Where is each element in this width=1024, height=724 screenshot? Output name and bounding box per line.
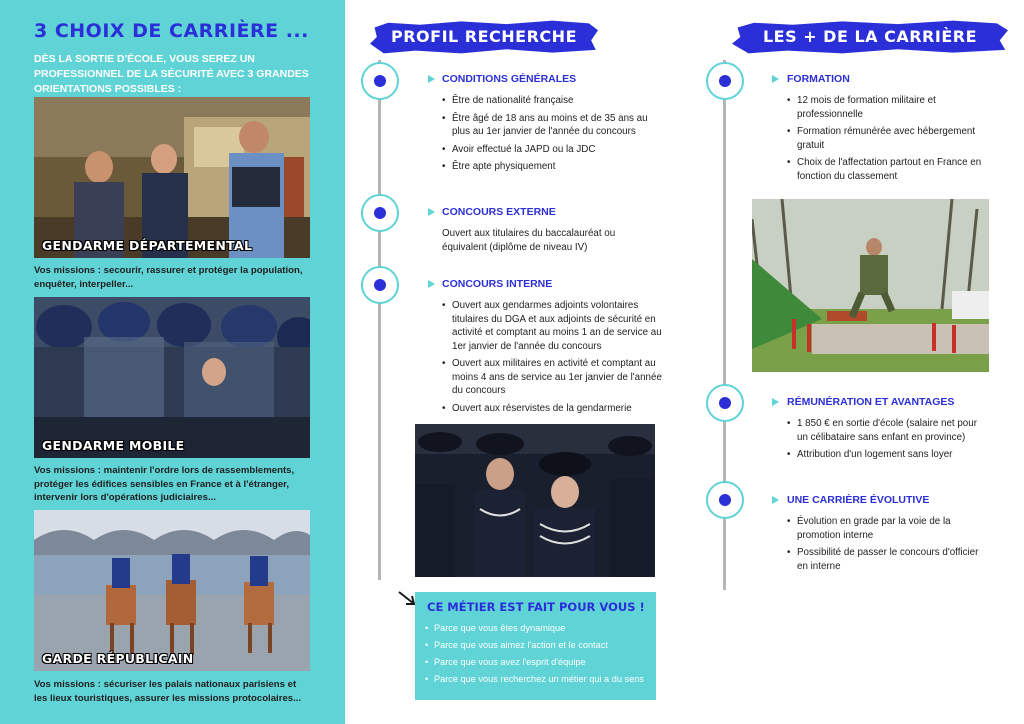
list-item: • Ouvert aux gendarmes adjoints volontaires titulaires du DGA et aux adjoints de sécurité en activité et comptant au moins 1 an de service au 1er janvier de l'année du concours xyxy=(442,299,664,353)
mounted-guards-illustration xyxy=(34,510,310,671)
metier-box xyxy=(415,592,656,700)
metier-title: CE MÉTIER EST FAIT POUR VOUS ! xyxy=(427,600,645,614)
evolutive-list xyxy=(787,515,987,577)
section-title: CONCOURS INTERNE xyxy=(442,278,553,290)
shop-scene-illustration xyxy=(34,97,310,258)
list-item: • 12 mois de formation militaire et professionnelle xyxy=(787,94,997,121)
photo-ceremony xyxy=(415,424,655,577)
riot-squad-illustration xyxy=(34,297,310,458)
career-missions: Vos missions : secourir, rassurer et protéger la population, enquêter, interpeller... xyxy=(34,265,303,290)
photo-gendarme-departemental xyxy=(34,97,310,258)
photo-garde-republicain xyxy=(34,510,310,671)
remuneration-list xyxy=(787,417,987,466)
photo-training xyxy=(752,199,989,372)
list-item: • Parce que vous avez l'esprit d'équipe xyxy=(425,656,650,668)
list-item: • 1 850 € en sortie d'école (salaire net pour un célibataire sans enfant en province) xyxy=(787,417,987,444)
list-item: • Parce que vous êtes dynamique xyxy=(425,622,650,634)
timeline-node xyxy=(361,62,399,100)
timeline-line xyxy=(378,60,381,580)
list-item: • Évolution en grade par la voie de la promotion interne xyxy=(787,515,987,542)
list-item: • Parce que vous recherchez un métier qui a du sens xyxy=(425,673,650,685)
section-title: CONDITIONS GÉNÉRALES xyxy=(442,73,577,85)
formation-list xyxy=(787,94,997,187)
metier-list xyxy=(425,622,650,690)
list-item: • Avoir effectué la JAPD ou la JDC xyxy=(442,143,662,157)
list-item: • Choix de l'affectation partout en France en fonction du classement xyxy=(787,156,997,183)
arrow-icon xyxy=(428,75,435,83)
interne-list xyxy=(442,299,664,419)
obstacle-course-illustration xyxy=(752,199,989,372)
careers-panel xyxy=(0,0,345,724)
timeline-node xyxy=(361,266,399,304)
list-item: • Attribution d'un logement sans loyer xyxy=(787,448,987,462)
profil-header xyxy=(370,20,598,54)
list-item: • Formation rémunérée avec hébergement gratuit xyxy=(787,125,997,152)
careers-title: 3 CHOIX DE CARRIÈRE ... xyxy=(34,20,309,42)
timeline-node xyxy=(706,62,744,100)
list-item: • Être apte physiquement xyxy=(442,160,662,174)
timeline-node xyxy=(361,194,399,232)
section-title: UNE CARRIÈRE ÉVOLUTIVE xyxy=(787,494,930,506)
list-item: • Être âgé de 18 ans au moins et de 35 ans au plus au 1er janvier de l'année du concours xyxy=(442,112,662,139)
plus-header xyxy=(732,20,1008,54)
photo-gendarme-mobile xyxy=(34,297,310,458)
arrow-icon xyxy=(772,496,779,504)
profil-header-title: PROFIL RECHERCHE xyxy=(391,27,577,46)
arrow-icon xyxy=(772,75,779,83)
ceremony-illustration xyxy=(415,424,655,577)
arrow-icon xyxy=(428,208,435,216)
careers-intro: DÈS LA SORTIE D'ÉCOLE, VOUS SEREZ UN PROFESSIONNEL DE LA SÉCURITÉ AVEC 3 GRANDES ORIENTATIONS POSSIBLES : xyxy=(34,53,309,95)
externe-text: Ouvert aux titulaires du baccalauréat ou équivalent (diplôme de niveau IV) xyxy=(442,228,616,253)
list-item: • Parce que vous aimez l'action et le contact xyxy=(425,639,650,651)
list-item: • Ouvert aux réservistes de la gendarmerie xyxy=(442,402,664,416)
plus-header-title: LES + DE LA CARRIÈRE xyxy=(762,27,978,46)
section-title: RÉMUNÉRATION ET AVANTAGES xyxy=(787,396,955,408)
timeline-node xyxy=(706,384,744,422)
career-missions: Vos missions : maintenir l'ordre lors de rassemblements, protéger les édifices sensibles en France et à l'étranger, intervenir lors d'opérations judiciaires... xyxy=(34,465,295,503)
career-caption: GENDARME MOBILE xyxy=(42,438,185,453)
section-title: FORMATION xyxy=(787,73,850,85)
section-title: CONCOURS EXTERNE xyxy=(442,206,556,218)
list-item: • Possibilité de passer le concours d'officier en interne xyxy=(787,546,987,573)
career-missions: Vos missions : sécuriser les palais nationaux parisiens et les lieux touristiques, assurer les missions protocolaires... xyxy=(34,679,302,704)
career-caption: GENDARME DÉPARTEMENTAL xyxy=(42,238,253,253)
list-item: • Ouvert aux militaires en activité et comptant au moins 4 ans de service au 1er janvier de l'année du concours xyxy=(442,357,664,398)
career-caption: GARDE RÉPUBLICAIN xyxy=(42,651,194,666)
conditions-list xyxy=(442,94,662,178)
list-item: • Être de nationalité française xyxy=(442,94,662,108)
timeline-node xyxy=(706,481,744,519)
arrow-icon xyxy=(772,398,779,406)
arrow-icon xyxy=(428,280,435,288)
